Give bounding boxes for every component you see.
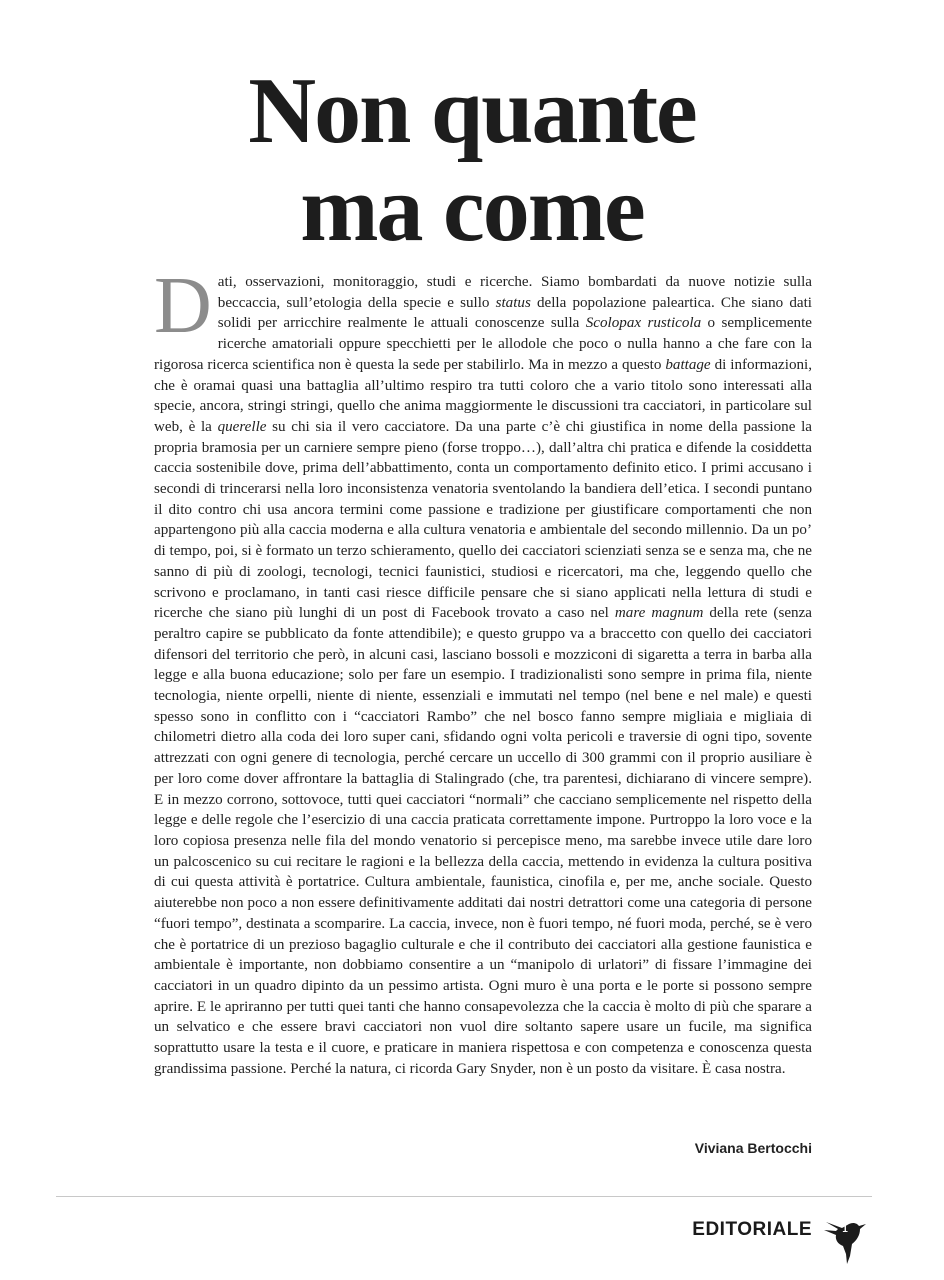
italic-term: Scolopax rusticola [585,315,702,332]
text-run: su chi sia il vero cacciatore. Da una parte c’è chi giustifica in nome della passione la propria bramosia per un carniere sempre pieno (forse troppo…), dall’altra chi pratica e difende la cosiddetta caccia sostenibile dove, prima dell’abbattimento, conta un comportamento definito etico. I primi accusano i secondi di trincerarsi nella loro inconsistenza venatoria sventolando la bandiera dell’etica. I secondi puntano il dito contro chi usa ancora termini come passione e tradizione per giustificare comportamenti che non appartengono più alla caccia moderna e alla cultura venatoria e ambientale del secondo millennio. Da un po’ di tempo, poi, si è formato un terzo schieramento, quello dei cacciatori scienziati senza se e senza ma, che ne sanno di più di zoologi, tecnologi, tecnici faunistici, studiosi e ricercatori, ma che, leggendo quello che scrivono e proclamano, in tanti casi riesce difficile pensare che si siano applicati nella lettura di studi e ricerche che siano più lunghi di un post di Facebook trovato a caso nel [154,418,812,622]
drop-cap: D [154,262,212,350]
page-title [0,59,944,261]
italic-term: querelle [217,418,267,435]
text-run: della popolazione paleartica. Che siano dati solidi per arricchire realmente le attuali conoscenze sulla [217,294,812,332]
italic-term: mare magnum [614,605,704,622]
article-body [154,262,813,1079]
text-run: della rete (senza peraltro capire se pubblicato da fonte attendibile); e questo gruppo va a braccetto con quello dei cacciatori difensori del territorio che però, in alcuni casi, lasciano bossoli e mozziconi di sigaretta a terra in barba alla legge e alla buona educazione; solo per fare un esempio. I tradizionalisti sono sempre in prima fila, niente tecnologia, niente orpelli, niente di niente, essenziali e immutati nel tempo (nel bene e nel male) e questi spesso sono in conflitto con i “cacciatori Rambo” che nel bosco fanno sempre migliaia e migliaia di chilometri dietro alla coda dei loro super cani, sfidando ogni volta pericoli e traversie di ogni tipo, sovente attrezzati con ogni genere di tecnologia, perché cercare un uccello di 300 grammi con il proprio ausiliare è per loro come dover affrontare la battaglia di Stalingrado (che, tra parentesi, dichiarano di vincere sempre). E in mezzo corrono, sottovoce, tutti quei cacciatori “normali” che cacciano semplicemente nel rispetto della legge e delle regole che l’esercizio di una caccia praticata correttamente impone. Purtroppo la loro voce e la loro copiosa presenza nelle fila del mondo venatorio si percepisce meno, ma sarebbe invece utile dare loro un palcoscenico su cui recitare le ragioni e la bellezza della caccia, mettendo in evidenza la cultura positiva di cui questa attività è portatrice. Cultura ambientale, faunistica, cinofila e, per me, anche sociale. Questo aiuterebbe non poco a non essere definitivamente additati dai nostri detrattori come una categoria di persone “fuori tempo”, destinata a scomparire. La caccia, invece, non è fuori tempo, né fuori moda, perché, se è vero che è portatrice di un prezioso bagaglio culturale e che il contributo dei cacciatori alla gestione faunistica e ambientale è importante, non dobbiamo consentire a un “manipolo di urlatori” di fissare l’immagine dei cacciatori in un quadro dipinto da un pessimo artista. Ogni muro è una porta e le porte si possono sempre aprire. E le apriranno per tutti quei tanti che hanno consapevolezza che la caccia è molto di più che sparare a un selvatico e che essere bravi cacciatori non vuol dire soltanto sapere usare un fucile, ma significa soprattutto usare la testa e il cuore, e praticare in maniera rispettosa e con competenza e conoscenza questa grandissima passione. Perché la natura, ci ricorda Gary Snyder, non è un posto da visitare. È casa nostra. [154,605,812,1077]
text-run: o semplicemente ricerche amatoriali oppure specchietti per le allodole che poco o nulla hanno a che fare con la rigorosa ricerca scientifica non è questa la sede per stabilirlo. Ma in mezzo a questo [154,315,812,373]
page-number: 1 [842,1224,848,1235]
italic-term: battage [665,356,711,373]
author-byline: Viviana Bertocchi [694,1140,812,1156]
woodcock-silhouette-icon [822,1210,872,1266]
section-label: EDITORIALE [692,1219,812,1240]
text-run: ati, osservazioni, monitoraggio, studi e ricerche. Siamo bombardati da nuove notizie sulla beccaccia, sull’etologia della specie e sullo [217,274,812,311]
italic-term: status [495,294,531,311]
title-line-2: ma come [300,157,644,261]
title-line-1: Non quante [248,59,696,163]
footer-divider [56,1196,872,1197]
text-run: di informazioni, che è oramai quasi una battaglia all’ultimo respiro tra tutti coloro che a vario titolo sono interessati alla specie, ancora, stringi stringi, quello che anima maggiormente le discussioni tra cacciatori, in particolare sul web, è la [154,356,813,435]
